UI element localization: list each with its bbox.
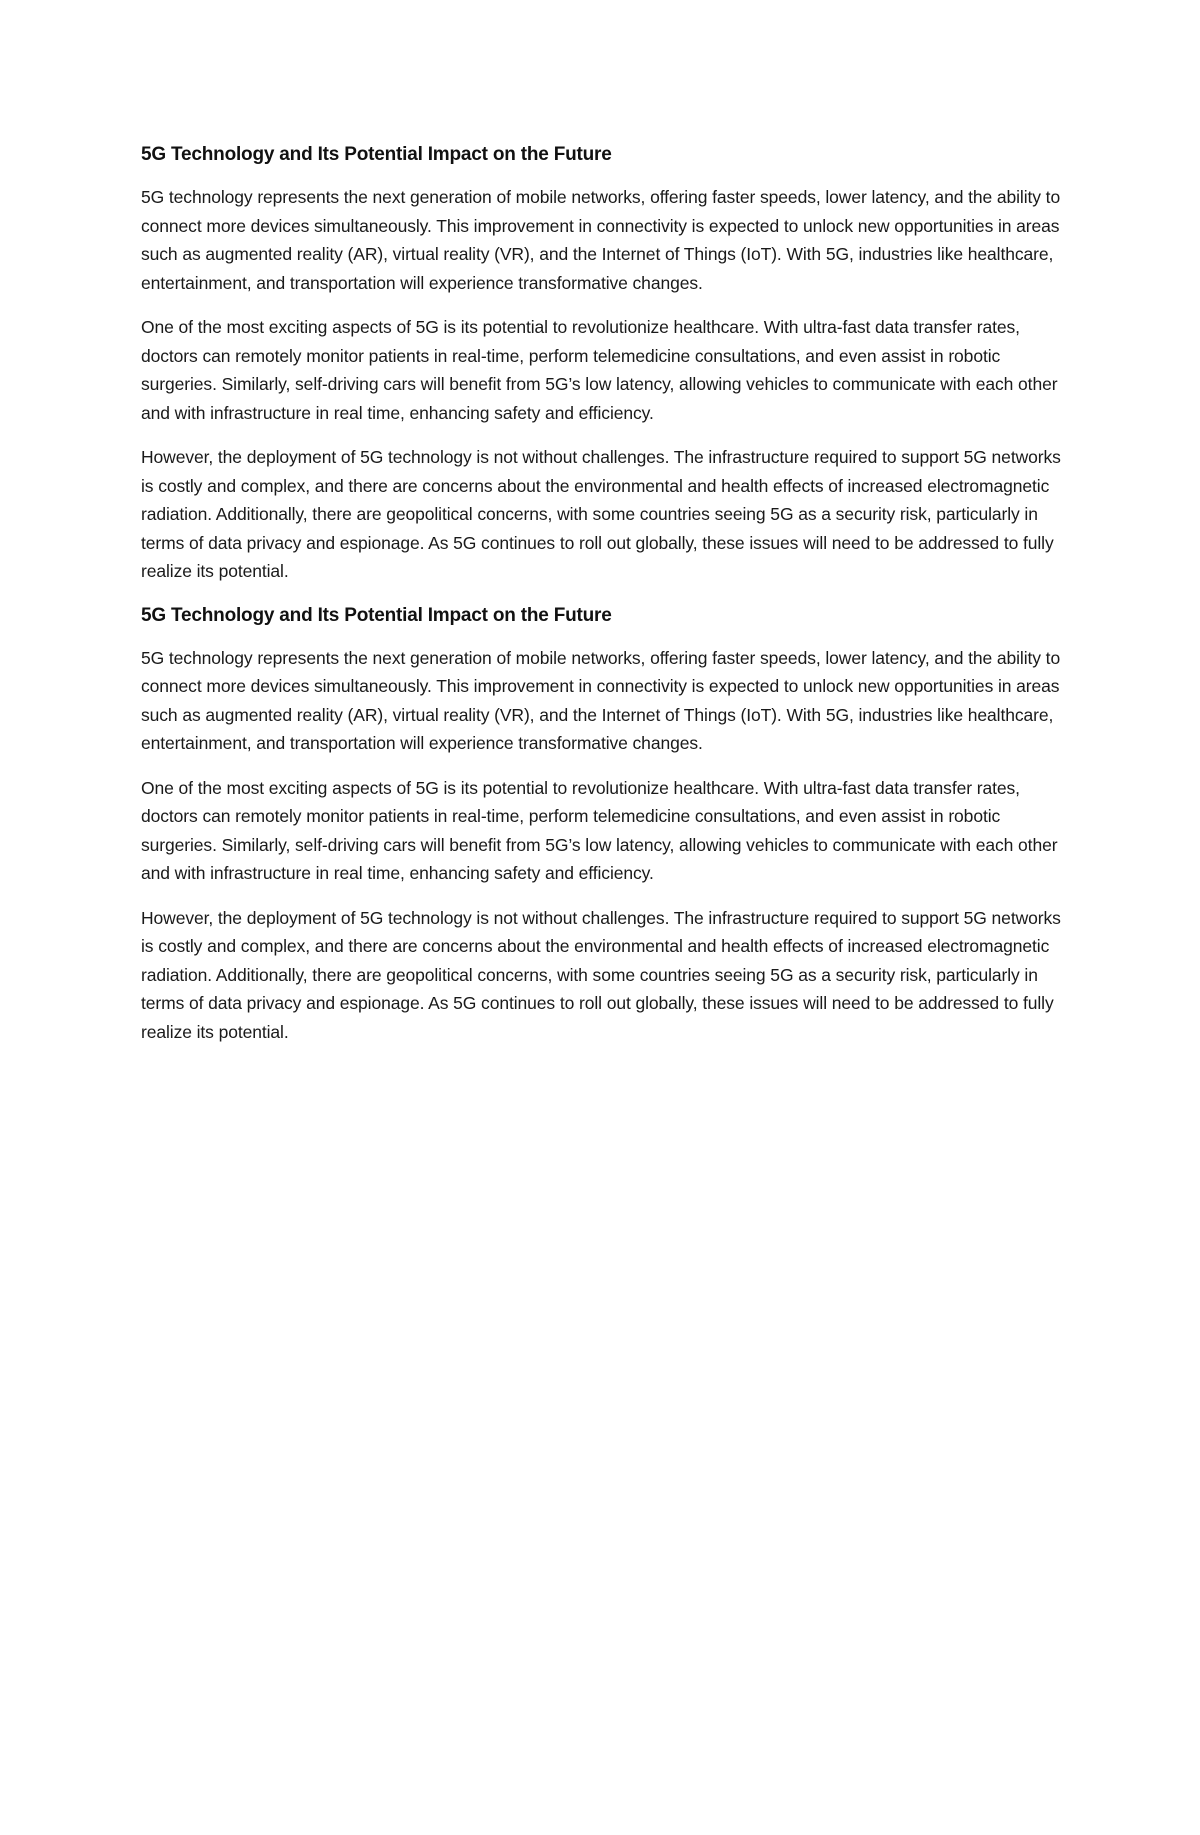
section-1 — [141, 141, 1071, 586]
body-paragraph: One of the most exciting aspects of 5G is its potential to revolutionize healthcare. With ultra-fast data transfer rates, doctors can remotely monitor patients in real-time, perform telemedicine consultations, and even assist in robotic surgeries. Similarly, self-driving cars will benefit from 5G’s low latency, allowing vehicles to communicate with each other and with infrastructure in real time, enhancing safety and efficiency. — [141, 777, 1058, 883]
section-2 — [141, 602, 1071, 1047]
body-paragraph: 5G technology represents the next generation of mobile networks, offering faster speeds, lower latency, and the ability to connect more devices simultaneously. This improvement in connectivity is expected to unlock new opportunities in areas such as augmented reality (AR), virtual reality (VR), and the Internet of Things (IoT). With 5G, industries like healthcare, entertainment, and transportation will experience transformative changes. — [141, 187, 1061, 293]
section-heading: 5G Technology and Its Potential Impact on the Future — [141, 144, 612, 165]
section-heading: 5G Technology and Its Potential Impact on the Future — [141, 604, 612, 626]
document-body — [141, 141, 1071, 1046]
body-paragraph: One of the most exciting aspects of 5G is its potential to revolutionize healthcare. With ultra-fast data transfer rates, doctors can remotely monitor patients in real-time, perform telemedicine consultations, and even assist in robotic surgeries. Similarly, self-driving cars will benefit from 5G’s low latency, allowing vehicles to communicate with each other and with infrastructure in real time, enhancing safety and efficiency. — [141, 317, 1058, 423]
body-paragraph: However, the deployment of 5G technology is not without challenges. The infrastructure required to support 5G networks is costly and complex, and there are concerns about the environmental and health effects of increased electromagnetic radiation. Additionally, there are geopolitical concerns, with some countries seeing 5G as a security risk, particularly in terms of data privacy and espionage. As 5G continues to roll out globally, these issues will need to be addressed to fully realize its potential. — [141, 447, 1061, 581]
body-paragraph: However, the deployment of 5G technology is not without challenges. The infrastructure required to support 5G networks is costly and complex, and there are concerns about the environmental and health effects of increased electromagnetic radiation. Additionally, there are geopolitical concerns, with some countries seeing 5G as a security risk, particularly in terms of data privacy and espionage. As 5G continues to roll out globally, these issues will need to be addressed to fully realize its potential. — [141, 907, 1061, 1042]
body-paragraph: 5G technology represents the next generation of mobile networks, offering faster speeds, lower latency, and the ability to connect more devices simultaneously. This improvement in connectivity is expected to unlock new opportunities in areas such as augmented reality (AR), virtual reality (VR), and the Internet of Things (IoT). With 5G, industries like healthcare, entertainment, and transportation will experience transformative changes. — [141, 647, 1061, 753]
